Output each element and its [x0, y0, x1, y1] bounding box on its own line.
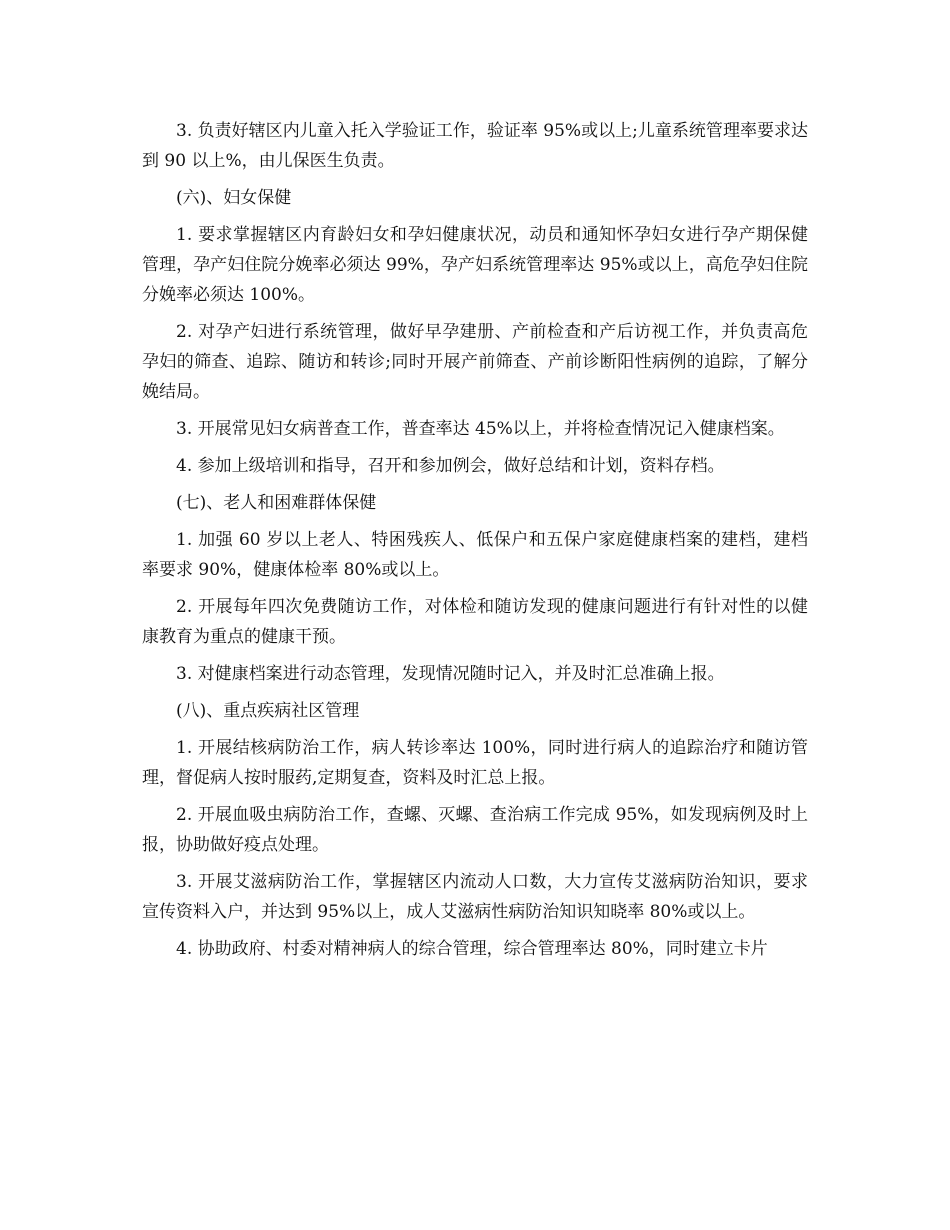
section-heading-disease-management: (八)、重点疾病社区管理: [176, 701, 360, 721]
paragraph-pregnancy-management: 1. 要求掌握辖区内育龄妇女和孕妇健康状况，动员和通知怀孕妇女进行孕产期保健管理，孕产妇住院分娩率必须达 99%，孕产妇系统管理率达 95%或以上，高危孕妇住院分娩率必须达 100%。: [142, 225, 808, 305]
paragraph-training-meetings: 4. 参加上级培训和指导，召开和参加例会，做好总结和计划，资料存档。: [176, 456, 725, 476]
paragraph-mental-health: 4. 协助政府、村委对精神病人的综合管理，综合管理率达 80%，同时建立卡片: [176, 939, 768, 959]
paragraph-schistosomiasis: 2. 开展血吸虫病防治工作，查螺、灭螺、查治病工作完成 95%，如发现病例及时上报，协助做好疫点处理。: [142, 805, 808, 855]
section-heading-women-health: (六)、妇女保健: [176, 188, 292, 208]
paragraph-aids-prevention: 3. 开展艾滋病防治工作，掌握辖区内流动人口数，大力宣传艾滋病防治知识，要求宣传资料入户，并达到 95%以上，成人艾滋病性病防治知识知晓率 80%或以上。: [142, 872, 808, 922]
paragraph-dynamic-records: 3. 对健康档案进行动态管理，发现情况随时记入，并及时汇总准确上报。: [176, 664, 725, 684]
document-body: [142, 116, 808, 971]
section-heading-elderly-care: (七)、老人和困难群体保健: [176, 493, 377, 513]
paragraph-elderly-health-records: 1. 加强 60 岁以上老人、特困残疾人、低保户和五保户家庭健康档案的建档，建档率要求 90%，健康体检率 80%或以上。: [142, 530, 808, 580]
paragraph-gynecological-screening: 3. 开展常见妇女病普查工作，普查率达 45%以上，并将检查情况记入健康档案。: [176, 419, 785, 439]
paragraph-child-enrollment-verification: 3. 负责好辖区内儿童入托入学验证工作，验证率 95%或以上;儿童系统管理率要求达到 90 以上%，由儿保医生负责。: [142, 121, 808, 171]
paragraph-free-follow-up: 2. 开展每年四次免费随访工作，对体检和随访发现的健康问题进行有针对性的以健康教育为重点的健康干预。: [142, 597, 808, 647]
paragraph-systematic-maternal-care: 2. 对孕产妇进行系统管理，做好早孕建册、产前检查和产后访视工作，并负责高危孕妇的筛查、追踪、随访和转诊;同时开展产前筛查、产前诊断阳性病例的追踪，了解分娩结局。: [142, 322, 808, 402]
paragraph-tuberculosis: 1. 开展结核病防治工作，病人转诊率达 100%，同时进行病人的追踪治疗和随访管理，督促病人按时服药,定期复查，资料及时汇总上报。: [142, 738, 808, 788]
